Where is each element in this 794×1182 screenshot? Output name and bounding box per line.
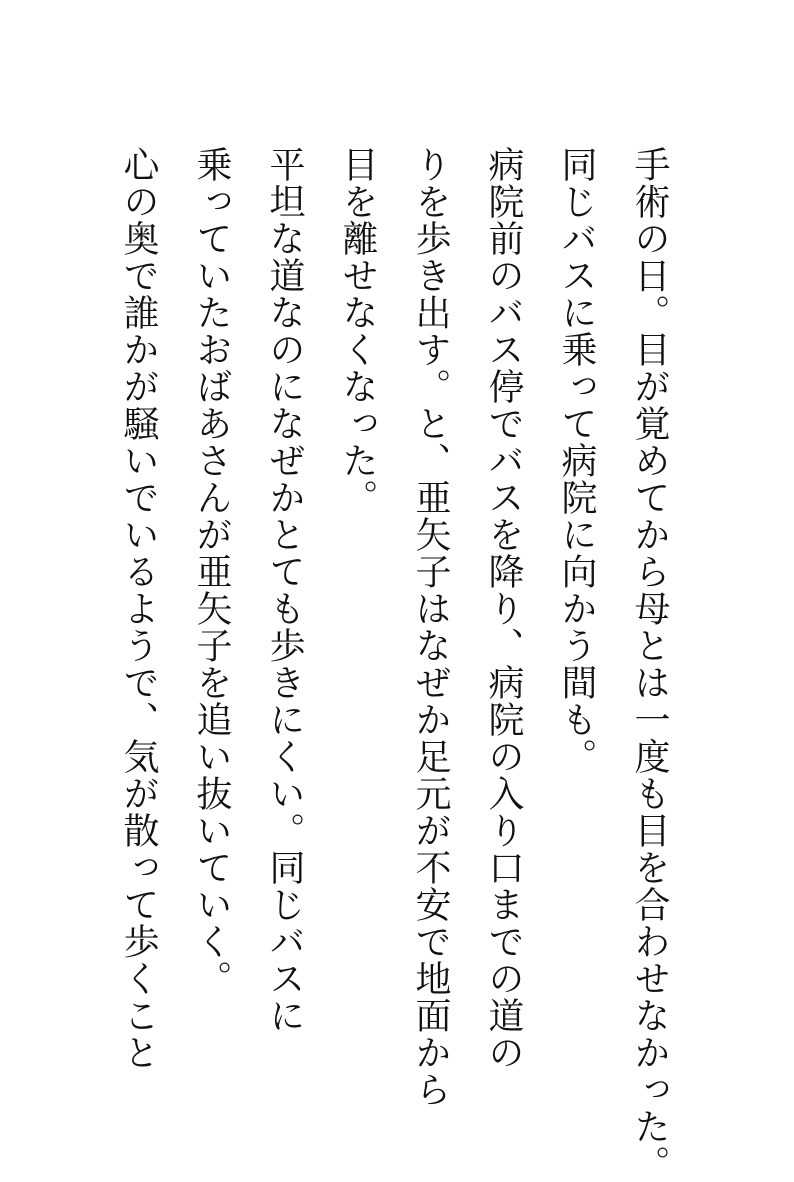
vertical-text-body xyxy=(102,146,686,1182)
text-line-8: 心の奥で誰かが騒いでいるようで、気が散って歩くこと xyxy=(118,146,159,1071)
text-line-2: 同じバスに乗って病院に向かう間も。 xyxy=(556,146,597,775)
text-line-4: りを歩き出す。と、亜矢子はなぜか足元が不安で地面から xyxy=(410,146,451,1108)
text-line-7: 乗っていたおばあさんが亜矢子を追い抜いていく。 xyxy=(191,146,232,997)
text-line-5: 目を離せなくなった。 xyxy=(337,146,378,516)
text-line-3: 病院前のバス停でバスを降り、病院の入り口までの道の xyxy=(483,146,524,1071)
text-line-6: 平坦な道なのになぜかとても歩きにくい。同じバスに xyxy=(264,146,305,1034)
text-line-1: 手術の日。目が覚めてから母とは一度も目を合わせなかった。 xyxy=(629,146,670,1182)
